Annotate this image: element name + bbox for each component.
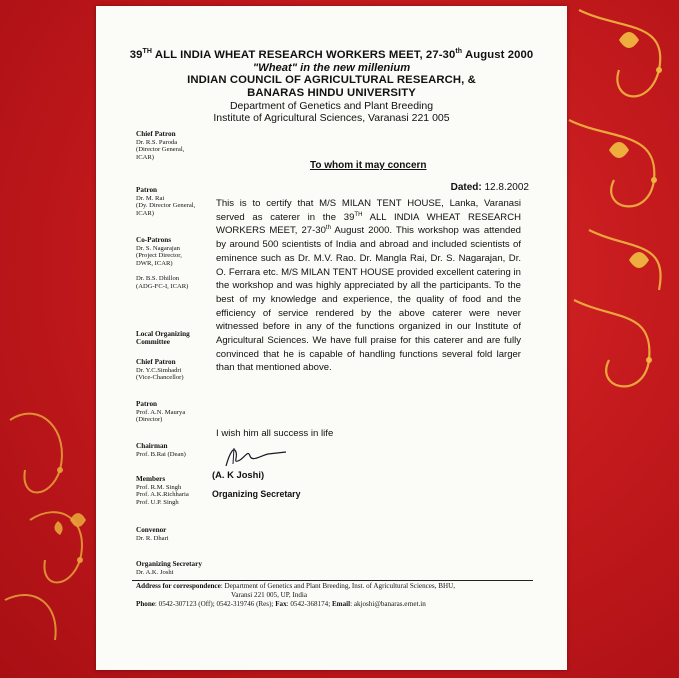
chief-patron-role: (Director General, bbox=[136, 146, 185, 154]
event-title-sup: TH bbox=[142, 48, 153, 55]
footer-divider bbox=[132, 580, 533, 581]
member-1: Prof. R.M. Singh bbox=[136, 483, 182, 491]
patron-title: Patron bbox=[136, 186, 158, 194]
co-patron-1-role-2: DWR, ICAR) bbox=[136, 259, 173, 267]
correspondence-address bbox=[136, 582, 536, 600]
chairman-title: Chairman bbox=[136, 442, 168, 450]
contact-line bbox=[136, 600, 536, 609]
chief-patron-title: Chief Patron bbox=[136, 130, 176, 138]
chairman-name: Prof. B.Rai (Dean) bbox=[136, 450, 186, 458]
correspondence-text: : Department of Genetics and Plant Breeding, Inst. of Agricultural Sciences, BHU, bbox=[220, 582, 455, 590]
patron-block bbox=[136, 187, 216, 217]
letterhead bbox=[96, 45, 567, 124]
patron-role-2: ICAR) bbox=[136, 209, 154, 217]
certificate-document bbox=[96, 6, 567, 670]
patron-role: (Dy. Director General, bbox=[136, 202, 196, 210]
local-patron-title: Patron bbox=[136, 400, 158, 408]
co-patron-2-role: (ADG-FC-I, ICAR) bbox=[136, 282, 189, 290]
chief-patron-block bbox=[136, 131, 216, 161]
local-patron-name: Prof. A.N. Maurya bbox=[136, 408, 186, 416]
secretary-title: Organizing Secretary bbox=[136, 560, 202, 568]
chief-patron-role-2: ICAR) bbox=[136, 153, 154, 161]
secretary-name: Dr. A.K. Joshi bbox=[136, 568, 174, 576]
event-title-number: 39 bbox=[129, 48, 143, 61]
fax-value: : 0542-368174; bbox=[286, 600, 332, 608]
local-chief-patron-name: Dr. Y.C.Simhadri bbox=[136, 366, 182, 374]
phone-value: : 0542-307123 (Off); 0542-319746 (Res); bbox=[154, 600, 276, 608]
fax-label: Fax bbox=[275, 600, 287, 608]
co-patron-2-name: Dr. B.S. Dhillon bbox=[136, 275, 180, 283]
local-chief-patron-role: (Vice-Chancellor) bbox=[136, 374, 184, 382]
correspondence-text-2: Varansi 221 005, UP, India bbox=[231, 591, 308, 599]
local-committee-block bbox=[136, 331, 216, 346]
members-title: Members bbox=[136, 475, 166, 483]
chief-patron-name: Dr. R.S. Paroda bbox=[136, 138, 178, 146]
members-block bbox=[136, 476, 216, 506]
signatory-role: Organizing Secretary bbox=[212, 489, 301, 499]
event-title-mid: ALL INDIA WHEAT RESEARCH WORKERS MEET, 27-30 bbox=[152, 48, 456, 61]
convenor-block bbox=[136, 527, 216, 542]
patron-name: Dr. M. Rai bbox=[136, 194, 165, 202]
co-patrons-block bbox=[136, 237, 216, 291]
floral-ornament-right bbox=[559, 0, 679, 678]
date-value: 12.8.2002 bbox=[484, 182, 529, 193]
paragraph-part-1: This is to certify that M/S MILAN TENT HOUSE, Lanka, Varanasi served as caterer in the 39 bbox=[216, 198, 521, 223]
email-label: Email bbox=[331, 600, 351, 608]
org-line-2: BANARAS HINDU UNIVERSITY bbox=[247, 86, 416, 99]
paragraph-sup-1: TH bbox=[354, 211, 363, 218]
signatory-name: (A. K Joshi) bbox=[212, 469, 265, 480]
event-tagline: "Wheat" in the new millenium bbox=[252, 61, 411, 74]
correspondence-footer bbox=[136, 582, 536, 609]
paragraph-sup-2: th bbox=[325, 225, 331, 232]
convenor-name: Dr. R. Dhari bbox=[136, 534, 169, 542]
convenor-title: Convenor bbox=[136, 526, 167, 534]
date-label: Dated: bbox=[450, 182, 485, 193]
local-committee-title: Local Organizing bbox=[136, 330, 190, 338]
local-patron-block bbox=[136, 401, 216, 424]
co-patron-1-name: Dr. S. Nagarajan bbox=[136, 244, 180, 252]
letter-heading: To whom it may concern bbox=[310, 160, 427, 171]
paragraph-part-2: ALL INDIA WHEAT RESEARCH WORKERS MEET, 27-30 bbox=[216, 211, 521, 237]
local-chief-patron-title: Chief Patron bbox=[136, 358, 176, 366]
paragraph-part-3: August 2000. This workshop was attended by around 500 scientists of India and abroad and included scientists of eminence such as Dr. M.V. Rao. Dr. Mangla Rai, Dr. S. Nagarajan, Dr. O. Ferrara etc. M/S MILAN TENT HOUSE provided excellent catering in the workshop and was highly appreciated by all the participants. To the best of my knowledge and experience, the quality of food and the efficiency of service rendered by the above caterer were never witnessed before in any of the functions organized in our Institute of Agricultural Sciences. We have full praise for this caterer and are fully convinced that he is capable of handling functions several fold larger than that mentioned above. bbox=[216, 225, 521, 374]
closing-line: I wish him all success in life bbox=[216, 428, 334, 439]
local-patron-role: (Director) bbox=[136, 416, 163, 424]
handwritten-signature bbox=[220, 442, 290, 472]
secretary-block bbox=[136, 561, 216, 576]
org-line-1: INDIAN COUNCIL OF AGRICULTURAL RESEARCH, & bbox=[187, 73, 476, 86]
certificate-paragraph bbox=[216, 197, 521, 375]
co-patron-1-role: (Project Director, bbox=[136, 252, 182, 260]
local-committee-title-2: Committee bbox=[136, 337, 170, 346]
institute-address: Institute of Agricultural Sciences, Varanasi 221 005 bbox=[213, 111, 450, 124]
chairman-block bbox=[136, 443, 216, 458]
correspondence-label: Address for correspondence bbox=[136, 582, 221, 590]
local-chief-patron-block bbox=[136, 359, 216, 382]
member-2: Prof. A.K.Richharia bbox=[136, 491, 189, 499]
department: Department of Genetics and Plant Breeding bbox=[229, 99, 434, 112]
member-3: Prof. U.P. Singh bbox=[136, 498, 179, 506]
letter-date bbox=[451, 182, 529, 193]
event-title-sup2: th bbox=[455, 48, 463, 55]
phone-label: Phone bbox=[136, 600, 155, 608]
co-patrons-title: Co-Patrons bbox=[136, 236, 172, 244]
event-title bbox=[96, 45, 567, 62]
email-value: : akjoshi@banaras.ernet.in bbox=[350, 600, 426, 608]
event-title-suffix: August 2000 bbox=[462, 48, 534, 61]
